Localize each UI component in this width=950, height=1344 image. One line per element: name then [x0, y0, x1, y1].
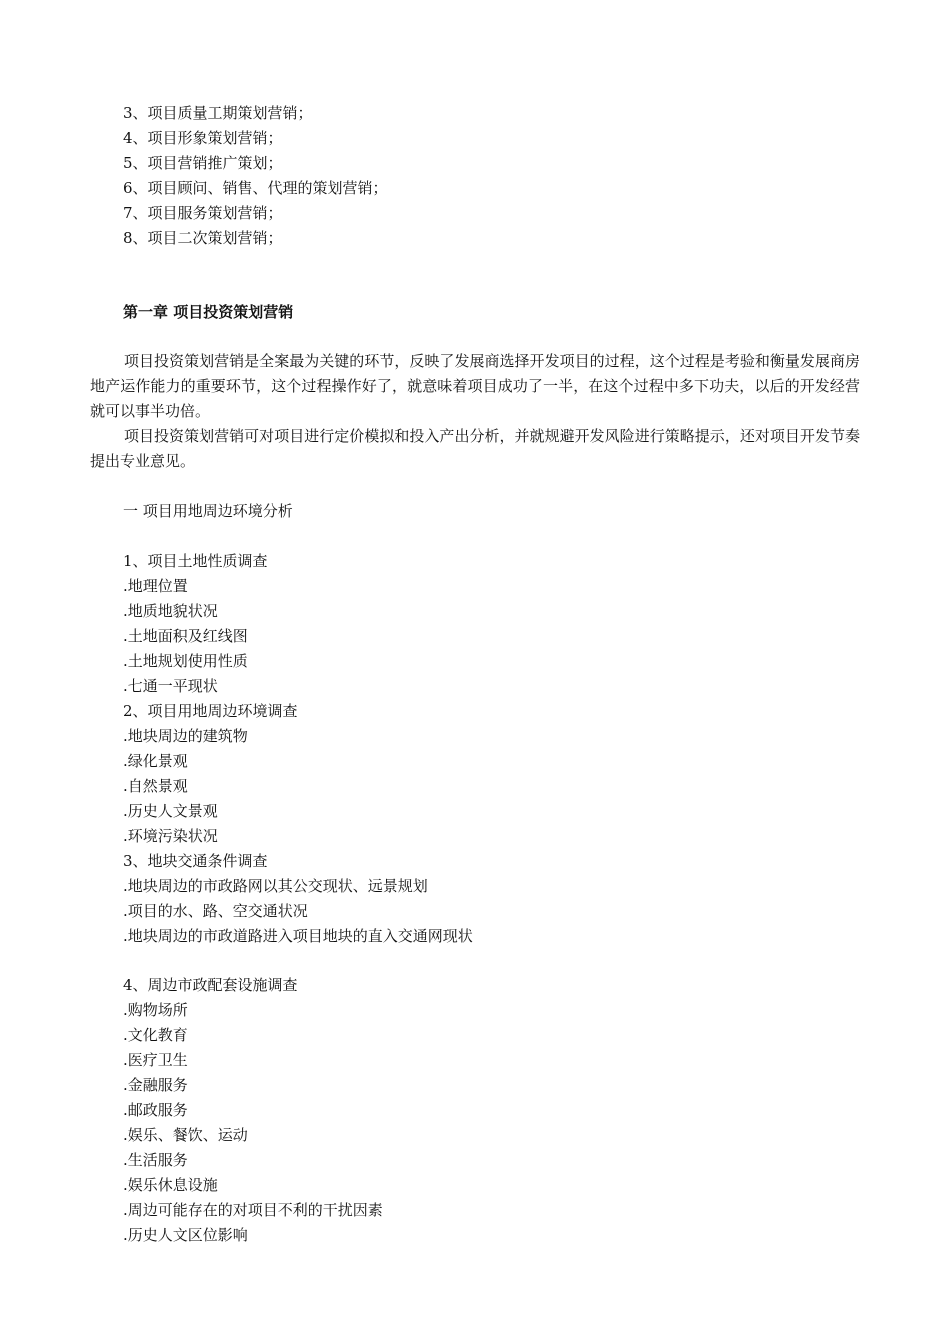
outline-heading: 2、项目用地周边环境调查: [123, 702, 298, 720]
section-title: 一 项目用地周边环境分析: [123, 502, 293, 520]
outline-item: .地块周边的建筑物: [123, 727, 248, 745]
outline-item: .生活服务: [123, 1151, 188, 1169]
outline-item: .邮政服务: [123, 1101, 188, 1119]
outline-item: .地块周边的市政路网以其公交现状、远景规划: [123, 877, 428, 895]
body-paragraph: 项目投资策划营销可对项目进行定价模拟和投入产出分析，并就规避开发风险进行策略提示，还对项目开发节奏提出专业意见。: [90, 427, 860, 470]
outline-item: .土地规划使用性质: [123, 652, 248, 670]
intro-list-item: 5、项目营销推广策划；: [123, 154, 283, 172]
outline-item: .文化教育: [123, 1026, 188, 1044]
outline-heading: 1、项目土地性质调查: [123, 552, 268, 570]
outline-item: .购物场所: [123, 1001, 188, 1019]
intro-list-item: 8、项目二次策划营销；: [123, 229, 283, 247]
outline-item: .地质地貌状况: [123, 602, 218, 620]
outline-item: .金融服务: [123, 1076, 188, 1094]
outline-item: .地理位置: [123, 577, 188, 595]
outline-item: .绿化景观: [123, 752, 188, 770]
body-paragraph: 项目投资策划营销是全案最为关键的环节，反映了发展商选择开发项目的过程，这个过程是考验和衡量发展商房地产运作能力的重要环节，这个过程操作好了，就意味着项目成功了一半，在这个过程中多下功夫，以后的开发经营就可以事半功倍。: [90, 352, 860, 420]
outline-item: .项目的水、路、空交通状况: [123, 902, 308, 920]
outline-item: .娱乐、餐饮、运动: [123, 1126, 248, 1144]
outline-item: .环境污染状况: [123, 827, 218, 845]
chapter-title: 第一章 项目投资策划营销: [123, 303, 294, 321]
outline-item: .历史人文景观: [123, 802, 218, 820]
outline-item: .历史人文区位影响: [123, 1226, 248, 1244]
outline-item: .周边可能存在的对项目不利的干扰因素: [123, 1201, 383, 1219]
intro-list-item: 4、项目形象策划营销；: [123, 129, 283, 147]
intro-list-item: 7、项目服务策划营销；: [123, 204, 283, 222]
intro-list-item: 6、项目顾问、销售、代理的策划营销；: [123, 179, 388, 197]
outline-heading: 3、地块交通条件调查: [123, 852, 268, 870]
outline-item: .土地面积及红线图: [123, 627, 248, 645]
outline-item: .地块周边的市政道路进入项目地块的直入交通网现状: [123, 927, 473, 945]
outline-heading: 4、周边市政配套设施调查: [123, 976, 298, 994]
outline-item: .医疗卫生: [123, 1051, 188, 1069]
intro-list-item: 3、项目质量工期策划营销；: [123, 104, 313, 122]
outline-item: .自然景观: [123, 777, 188, 795]
outline-item: .娱乐休息设施: [123, 1176, 218, 1194]
outline-item: .七通一平现状: [123, 677, 218, 695]
